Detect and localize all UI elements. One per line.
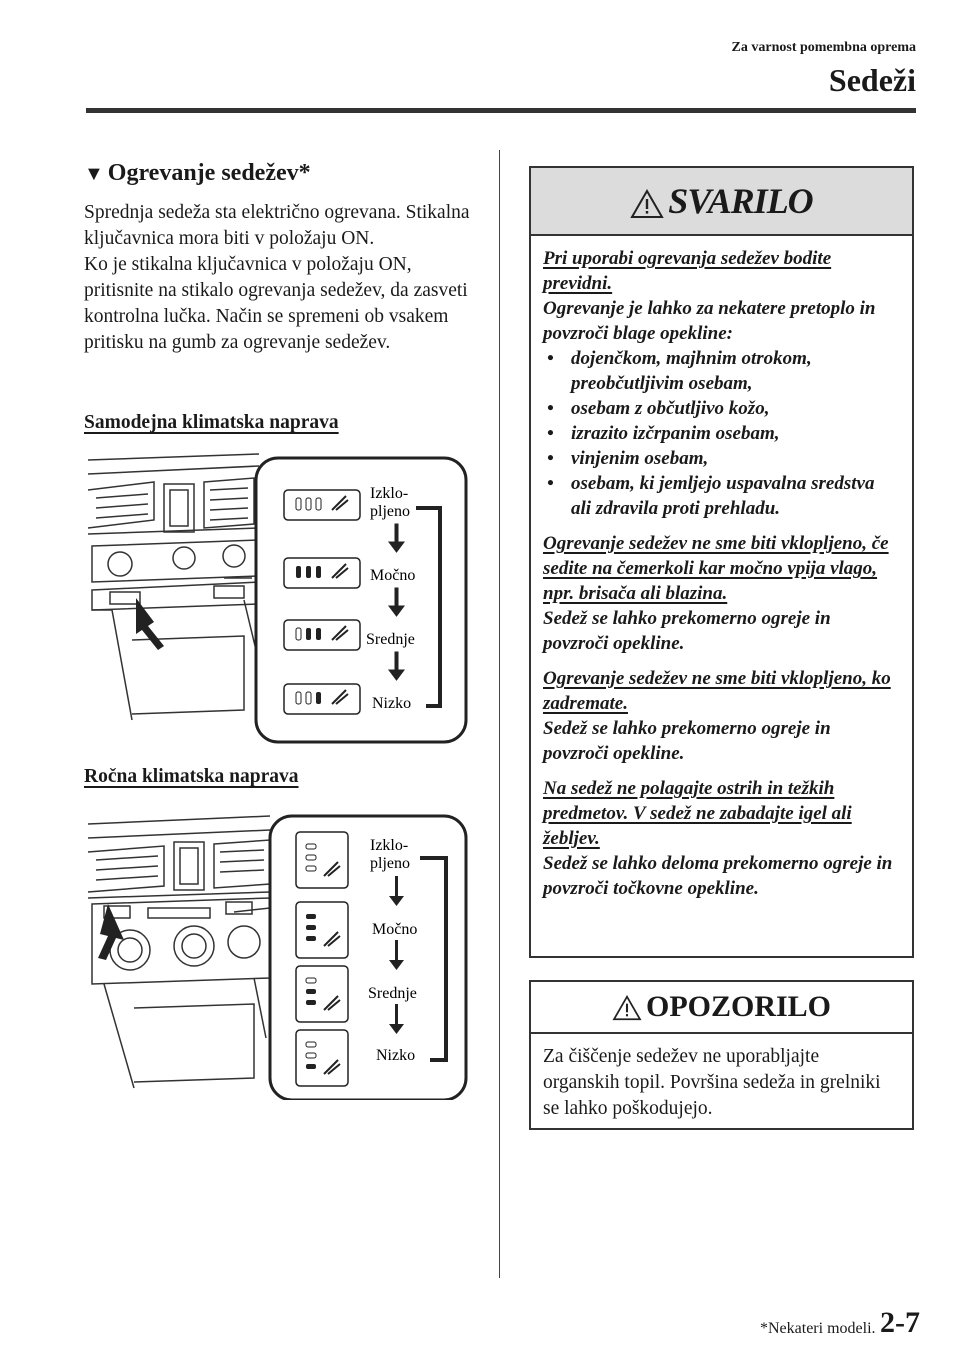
figure1-heading: Samodejna klimatska naprava (84, 412, 339, 433)
switch-mid-icon (284, 620, 360, 650)
caution-title: OPOZORILO (645, 990, 832, 1023)
figure1-auto-climate (84, 450, 474, 750)
paragraph-1: Sprednja sedeža sta električno ogrevana. Stikalna ključavnica mora biti v položaju ON. (84, 202, 470, 249)
running-header-section: Za varnost pomembna oprema (731, 40, 916, 55)
label-mid: Srednje (366, 631, 415, 648)
label-low-fig2: Nizko (376, 1047, 416, 1064)
warning-block3-text: Sedež se lahko prekomerno ogreje in povzroči opekline. (543, 718, 831, 764)
switch-low-icon (284, 684, 360, 714)
triangle-marker-icon: ▼ (84, 163, 104, 185)
list-item: • dojenčkom, majhnim otrokom, preobčutljivim osebam, (543, 346, 898, 396)
switch-high-icon-2 (296, 902, 348, 958)
section-title (84, 160, 311, 187)
list-item: • osebam z občutljivo kožo, (543, 396, 898, 421)
switch-high-icon (284, 558, 360, 588)
label-off-1: Izklo- (370, 485, 409, 502)
dashboard-drawing (88, 454, 259, 720)
pointer-arrow-icon-2 (98, 904, 124, 960)
warning-header (531, 168, 912, 236)
label-off-2-fig2: pljeno (370, 855, 410, 872)
warning-box (529, 166, 914, 958)
header-rule (86, 108, 916, 113)
running-header-title: Sedeži (828, 62, 916, 98)
label-off-1-fig2: Izklo- (370, 837, 409, 854)
intro-text (84, 200, 484, 356)
switch-low-icon-2 (296, 1030, 348, 1086)
dashboard-drawing-2 (88, 816, 270, 1088)
warning-block1-heading: Pri uporabi ogrevanja sedežev bodite previdni. (543, 248, 832, 294)
column-divider (499, 150, 500, 1278)
warning-block3-heading: Ogrevanje sedežev ne sme biti vklopljeno, ko zadremate. (543, 668, 891, 714)
warning-triangle-icon (630, 189, 664, 219)
warning-block2-text: Sedež se lahko prekomerno ogreje in povzroči opekline. (543, 608, 831, 654)
warning-list (543, 346, 898, 521)
label-high: Močno (370, 567, 416, 584)
warning-block1-text: Ogrevanje je lahko za nekatere pretoplo in povzroči blage opekline: (543, 298, 876, 344)
list-item: • osebam, ki jemljejo uspavalna sredstva ali zdravila proti prehladu. (543, 471, 898, 521)
pointer-arrow-icon (136, 598, 164, 650)
label-high-fig2: Močno (372, 921, 418, 938)
label-mid-fig2: Srednje (368, 985, 417, 1002)
warning-triangle-icon (612, 995, 642, 1021)
warning-block4-text: Sedež se lahko deloma prekomerno ogreje in povzroči točkovne opekline. (543, 853, 893, 899)
figure2-manual-climate (84, 808, 474, 1100)
label-off-2: pljeno (370, 503, 410, 520)
list-item: • izrazito izčrpanim osebam, (543, 421, 898, 446)
caution-box (529, 980, 914, 1130)
section-title-text: Ogrevanje sedežev* (107, 160, 311, 186)
footnote: *Nekateri modeli. (760, 1320, 876, 1337)
switch-off-icon (284, 490, 360, 520)
warning-body (531, 236, 912, 901)
switch-off-icon-2 (296, 832, 348, 888)
list-item: • vinjenim osebam, (543, 446, 898, 471)
warning-block4-heading: Na sedež ne polagajte ostrih in težkih predmetov. V sedež ne zabadajte igel ali žebljev. (543, 778, 852, 849)
caution-header (531, 982, 912, 1034)
page-number: 2-7 (880, 1306, 920, 1339)
warning-block2-heading: Ogrevanje sedežev ne sme biti vklopljeno, če sedite na čemerkoli kar močno vpija vlago, npr. brisača ali blazina. (543, 533, 889, 604)
caution-text: Za čiščenje sedežev ne uporabljajte organskih topil. Površina sedeža in grelniki se lahko poškodujejo. (543, 1046, 881, 1119)
label-low: Nizko (372, 695, 412, 712)
switch-mid-icon-2 (296, 966, 348, 1022)
warning-title: SVARILO (668, 181, 813, 221)
figure2-heading: Ročna klimatska naprava (84, 766, 299, 787)
paragraph-2: Ko je stikalna ključavnica v položaju ON, pritisnite na stikalo ogrevanja sedežev, da zasveti kontrolna lučka. Način se spremeni ob vsakem pritisku na gumb za ogrevanje sedežev. (84, 254, 468, 353)
